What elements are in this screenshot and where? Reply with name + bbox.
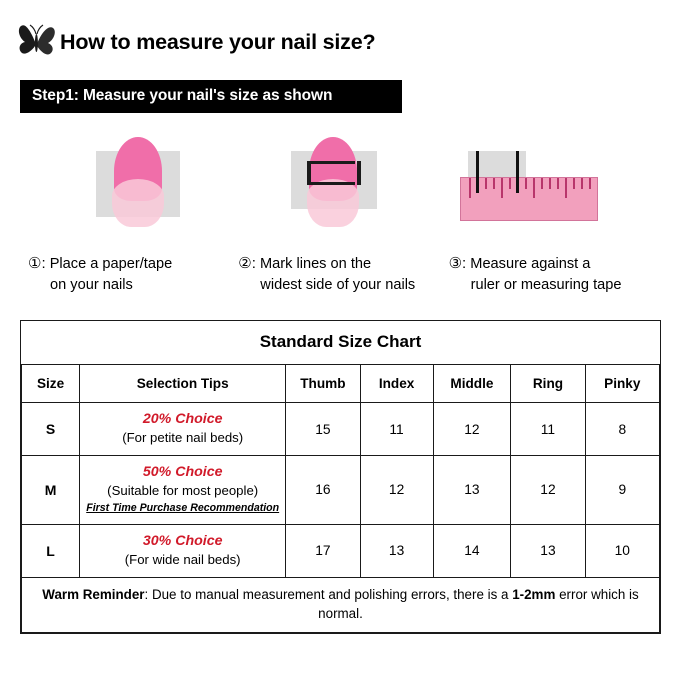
butterfly-icon: [16, 21, 58, 67]
caption-3-line1: Measure against a: [470, 256, 591, 272]
row-size: L: [22, 524, 80, 577]
row-choice: 20% Choice: [142, 411, 223, 428]
row-pinky: 9: [585, 456, 659, 524]
row-thumb: 17: [286, 524, 360, 577]
row-ring: 11: [511, 403, 585, 456]
row-index: 11: [360, 403, 433, 456]
caption-row: [10, 253, 669, 296]
reminder-row: [22, 577, 660, 633]
header-middle: Middle: [433, 365, 511, 403]
row-middle: 12: [433, 403, 511, 456]
header-size: Size: [22, 365, 80, 403]
caption-3: [449, 253, 659, 296]
warm-reminder: [22, 577, 660, 633]
page-title: How to measure your nail size?: [60, 29, 376, 54]
ruler-body: [460, 177, 598, 221]
row-choice: 50% Choice: [142, 464, 223, 481]
caption-1-line1: Place a paper/tape: [49, 256, 173, 272]
row-size: S: [22, 403, 80, 456]
table-header-row: [22, 365, 660, 403]
row-sub: (Suitable for most people): [107, 483, 259, 499]
header-ring: Ring: [511, 365, 585, 403]
table-row: [22, 524, 660, 577]
page-header: [10, 0, 669, 58]
reminder-prefix: Warm Reminder: [42, 586, 145, 602]
illustration-row: [10, 137, 669, 247]
caption-2: [238, 253, 448, 296]
row-middle: 13: [433, 456, 511, 524]
caption-2-line2: widest side of your nails: [260, 277, 416, 294]
caption-1: [28, 253, 238, 296]
row-choice: 30% Choice: [142, 532, 223, 549]
row-recommendation: First Time Purchase Recommendation: [86, 502, 280, 515]
table-row: [22, 403, 660, 456]
row-selection-tips: [80, 456, 286, 524]
caption-1-line2: on your nails: [50, 277, 133, 294]
reminder-highlight: 1-2mm: [512, 586, 556, 602]
header-thumb: Thumb: [286, 365, 360, 403]
mark-line-right: [357, 161, 361, 185]
row-size: M: [22, 456, 80, 524]
mark-line-top: [311, 161, 355, 164]
row-pinky: 8: [585, 403, 659, 456]
caption-1-number: ①:: [28, 255, 46, 272]
table-row: [22, 456, 660, 524]
reminder-tail: error which is normal.: [318, 586, 639, 621]
chart-title-row: [22, 321, 660, 365]
chart-title: Standard Size Chart: [22, 321, 660, 365]
caption-3-number: ③:: [448, 255, 467, 272]
row-selection-tips: [80, 403, 286, 456]
header-index: Index: [360, 365, 433, 403]
row-ring: 12: [511, 456, 585, 524]
row-sub: (For petite nail beds): [122, 430, 244, 446]
mark-line-left: [476, 151, 479, 193]
step-banner: Step1: Measure your nail's size as shown: [20, 80, 402, 113]
caption-3-line2: ruler or measuring tape: [470, 277, 622, 294]
size-table: [21, 321, 660, 633]
header-selection-tips: Selection Tips: [80, 365, 286, 403]
reminder-body: : Due to manual measurement and polishing errors, there is a: [144, 586, 513, 602]
header-pinky: Pinky: [585, 365, 659, 403]
row-thumb: 16: [286, 456, 360, 524]
standard-size-chart: [20, 320, 661, 634]
nail-with-tape-illustration: [28, 137, 237, 247]
nail-marked-illustration: [237, 137, 446, 247]
row-ring: 13: [511, 524, 585, 577]
row-index: 13: [360, 524, 433, 577]
mark-line-bottom: [311, 182, 355, 185]
caption-2-line1: Mark lines on the: [259, 256, 372, 272]
fingertip-shadow: [112, 179, 164, 227]
ruler-illustration: [446, 137, 655, 247]
mark-line-right: [516, 151, 519, 193]
caption-2-number: ②:: [238, 255, 256, 272]
row-index: 12: [360, 456, 433, 524]
row-selection-tips: [80, 524, 286, 577]
row-middle: 14: [433, 524, 511, 577]
row-sub: (For wide nail beds): [124, 551, 241, 567]
row-pinky: 10: [585, 524, 659, 577]
row-thumb: 15: [286, 403, 360, 456]
fingertip-shadow: [307, 179, 359, 227]
